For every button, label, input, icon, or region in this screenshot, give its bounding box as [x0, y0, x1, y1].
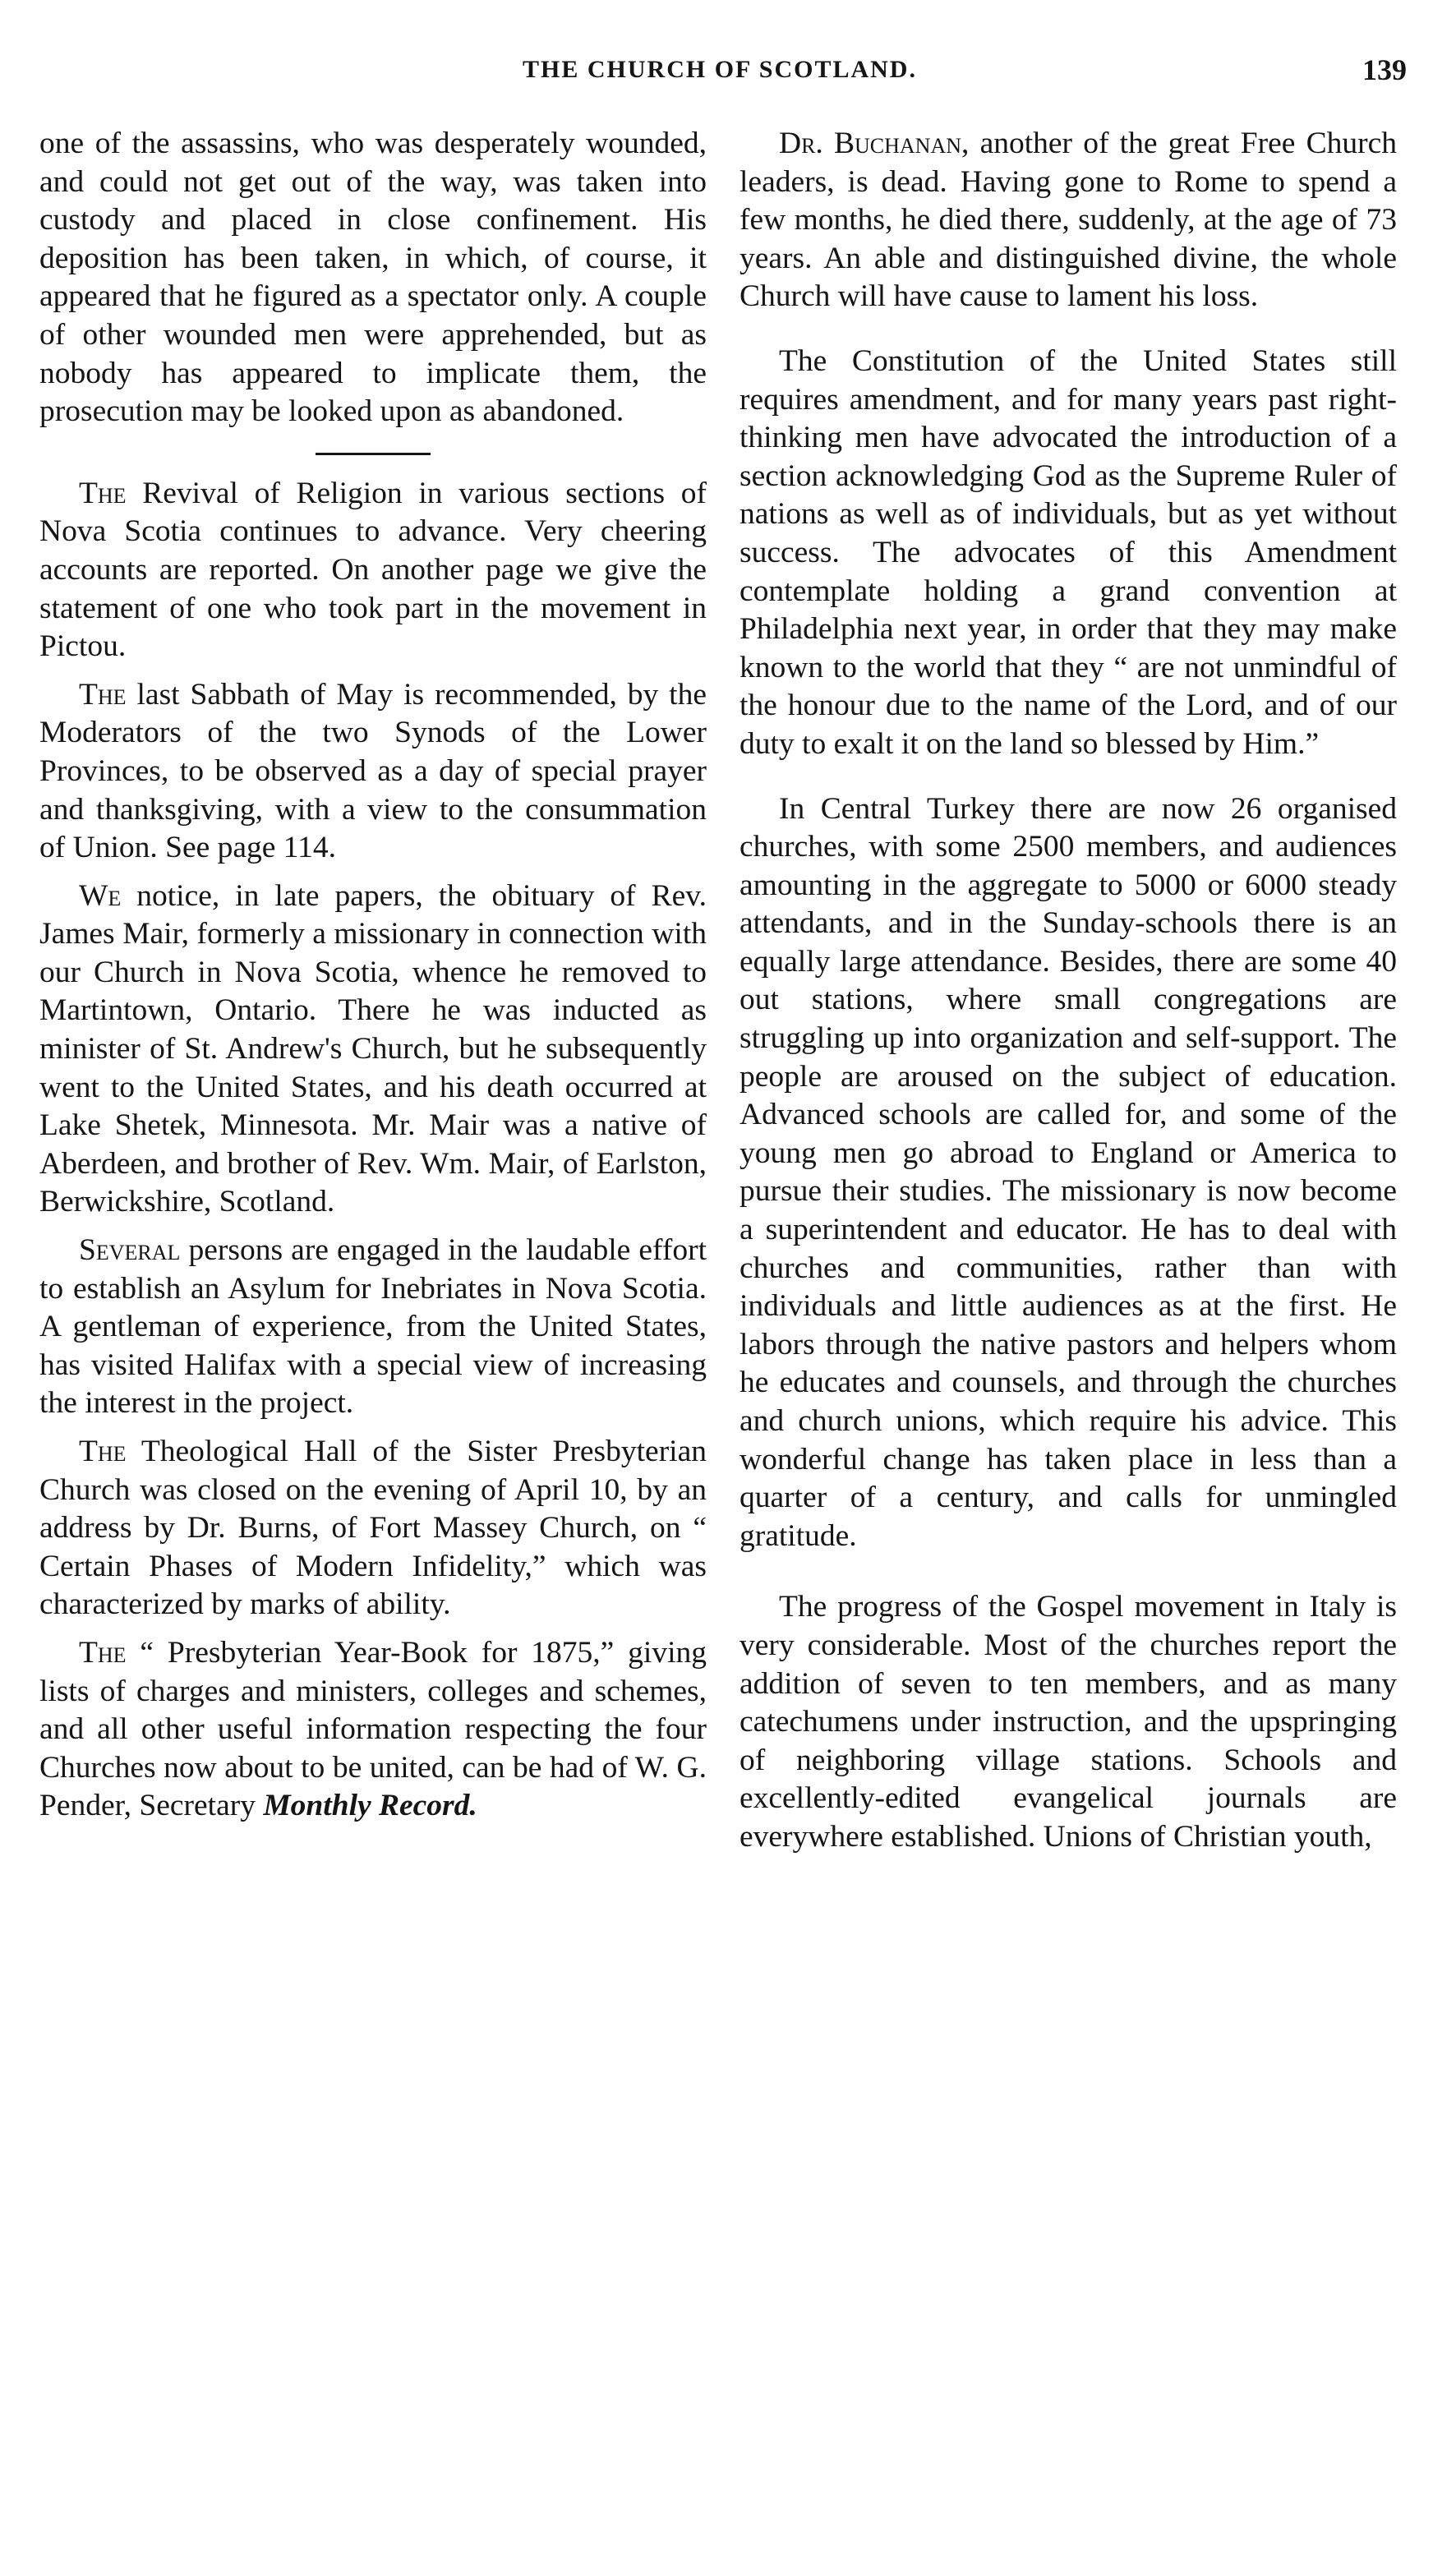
paragraph-text: Theological Hall of the Sister Presbyterian Church was closed on the evening of April 10, by an address by Dr. Burns, of Fort Massey Church, on “ Certain Phases of Modern Infidelity,” which was characterized by marks of ability. — [39, 1435, 707, 1622]
paragraph-text: persons are engaged in the laudable effort to establish an Asylum for Inebriates in Nova Scotia. A gentleman of experience, from the United States, has visited Halifax with a special view of increasing the interest in the project. — [39, 1233, 707, 1421]
paragraph-text: notice, in late papers, the obituary of Rev. James Mair, formerly a missionary in connection with our Church in Nova Scotia, whence he removed to Martintown, Ontario. There he was inducted as minister of St. Andrew's Church, but he subsequently went to the United States, and his death occurred at Lake Shetek, Minnesota. Mr. Mair was a native of Aberdeen, and brother of Rev. Wm. Mair, of Earlston, Berwickshire, Scotland. — [39, 878, 707, 1219]
lead-word: We — [79, 878, 122, 913]
running-title: THE CHURCH OF SCOTLAND. — [523, 56, 917, 83]
paragraph-central-turkey: In Central Turkey there are now 26 organised churches, with some 2500 members, and audiences amounting in the aggregate to 5000 or 6000 steady attendants, and in the Sunday-schools there is an equally large attendance. Besides, there are some 40 out stations, where small congregations are struggling up into organization and self-support. The people are aroused on the subject of education. Advanced schools are called for, and some of the young men go abroad to England or America to pursue their studies. The missionary is now become a superintendent and educator. He has to deal with churches and communities, rather than with individuals and little audiences as at the first. He labors through the native pastors and helpers whom he educates and counsels, and through the churches and church unions, which require his advice. This wonderful change has taken place in less than a quarter of a century, and calls for unmingled gratitude. — [740, 791, 1397, 1553]
source-signature: Monthly Record. — [263, 1789, 477, 1823]
paragraph-assassins: one of the assassins, who was desperately wounded, and could not get out of the way, was taken into custody and placed in close confinement. His deposition has been taken, in which, of course, it appeared that he figured as a spectator only. A couple of other wounded men were apprehended, but as nobody has appeared to implicate them, the prosecution may be looked upon as abandoned. — [39, 127, 707, 429]
lead-word: The — [79, 677, 127, 712]
paragraph-theological-hall — [39, 1433, 707, 1624]
lead-word: Several — [79, 1233, 181, 1268]
page-header — [33, 53, 1407, 105]
page-number: 139 — [1362, 53, 1407, 86]
paragraph-obituary-mair — [39, 878, 707, 1222]
paragraph-buchanan — [740, 125, 1397, 316]
paragraph-asylum — [39, 1232, 707, 1423]
paragraph-text: “ Presbyterian Year-Book for 1875,” giving lists of charges and ministers, colleges and schemes, and all other useful information respecting the four Churches now about to be united, can be had of W. G. Pender, Secretary — [39, 1635, 707, 1823]
lead-word: The — [79, 1635, 127, 1670]
paragraph-revival — [39, 475, 707, 666]
paragraph-constitution: The Constitution of the United States still requires amendment, and for many years past right-thinking men have advocated the introduction of a section acknowledging God as the Supreme Ruler of nations as well as of individuals, but as yet without success. The advocates of this Amendment contemplate holding a grand convention at Philadelphia next year, in order that they may make known to the world that they “ are not unmindful of the honour due to the name of the Lord, and of our duty to exalt it on the land so blessed by Him.” — [740, 343, 1397, 761]
lead-word: The — [79, 476, 127, 510]
paragraph-text: last Sabbath of May is recommended, by the Moderators of the two Synods of the Lower Provinces, to be observed as a day of special prayer and thanksgiving, with a view to the consummation of Union. See page 114. — [39, 677, 707, 865]
lead-word: The — [79, 1435, 127, 1468]
section-divider — [316, 453, 431, 455]
paragraph-text: Revival of Religion in various sections of Nova Scotia continues to advance. Very cheering accounts are reported. On another page we give the statement of one who took part in the movement in Pictou. — [39, 476, 707, 664]
right-column — [740, 125, 1397, 1857]
paragraph-italy: The progress of the Gospel movement in Italy is very considerable. Most of the churches report the addition of seven to ten members, and as many catechumens under instruction, and the upspringing of neighboring village stations. Schools and excellently-edited evangelical journals are everywhere established. Unions of Christian youth, — [740, 1590, 1397, 1854]
paragraph-text: another of the great Free Church leaders, is dead. Having gone to Rome to spend a few months, he died there, suddenly, at the age of 73 years. An able and distinguished divine, the whole Church will have cause to lament his loss. — [740, 127, 1398, 314]
paragraph-year-book — [39, 1634, 707, 1826]
paragraph-sabbath — [39, 676, 707, 868]
lead-word: Dr. Buchanan, — [779, 127, 970, 160]
left-column — [39, 125, 707, 1826]
